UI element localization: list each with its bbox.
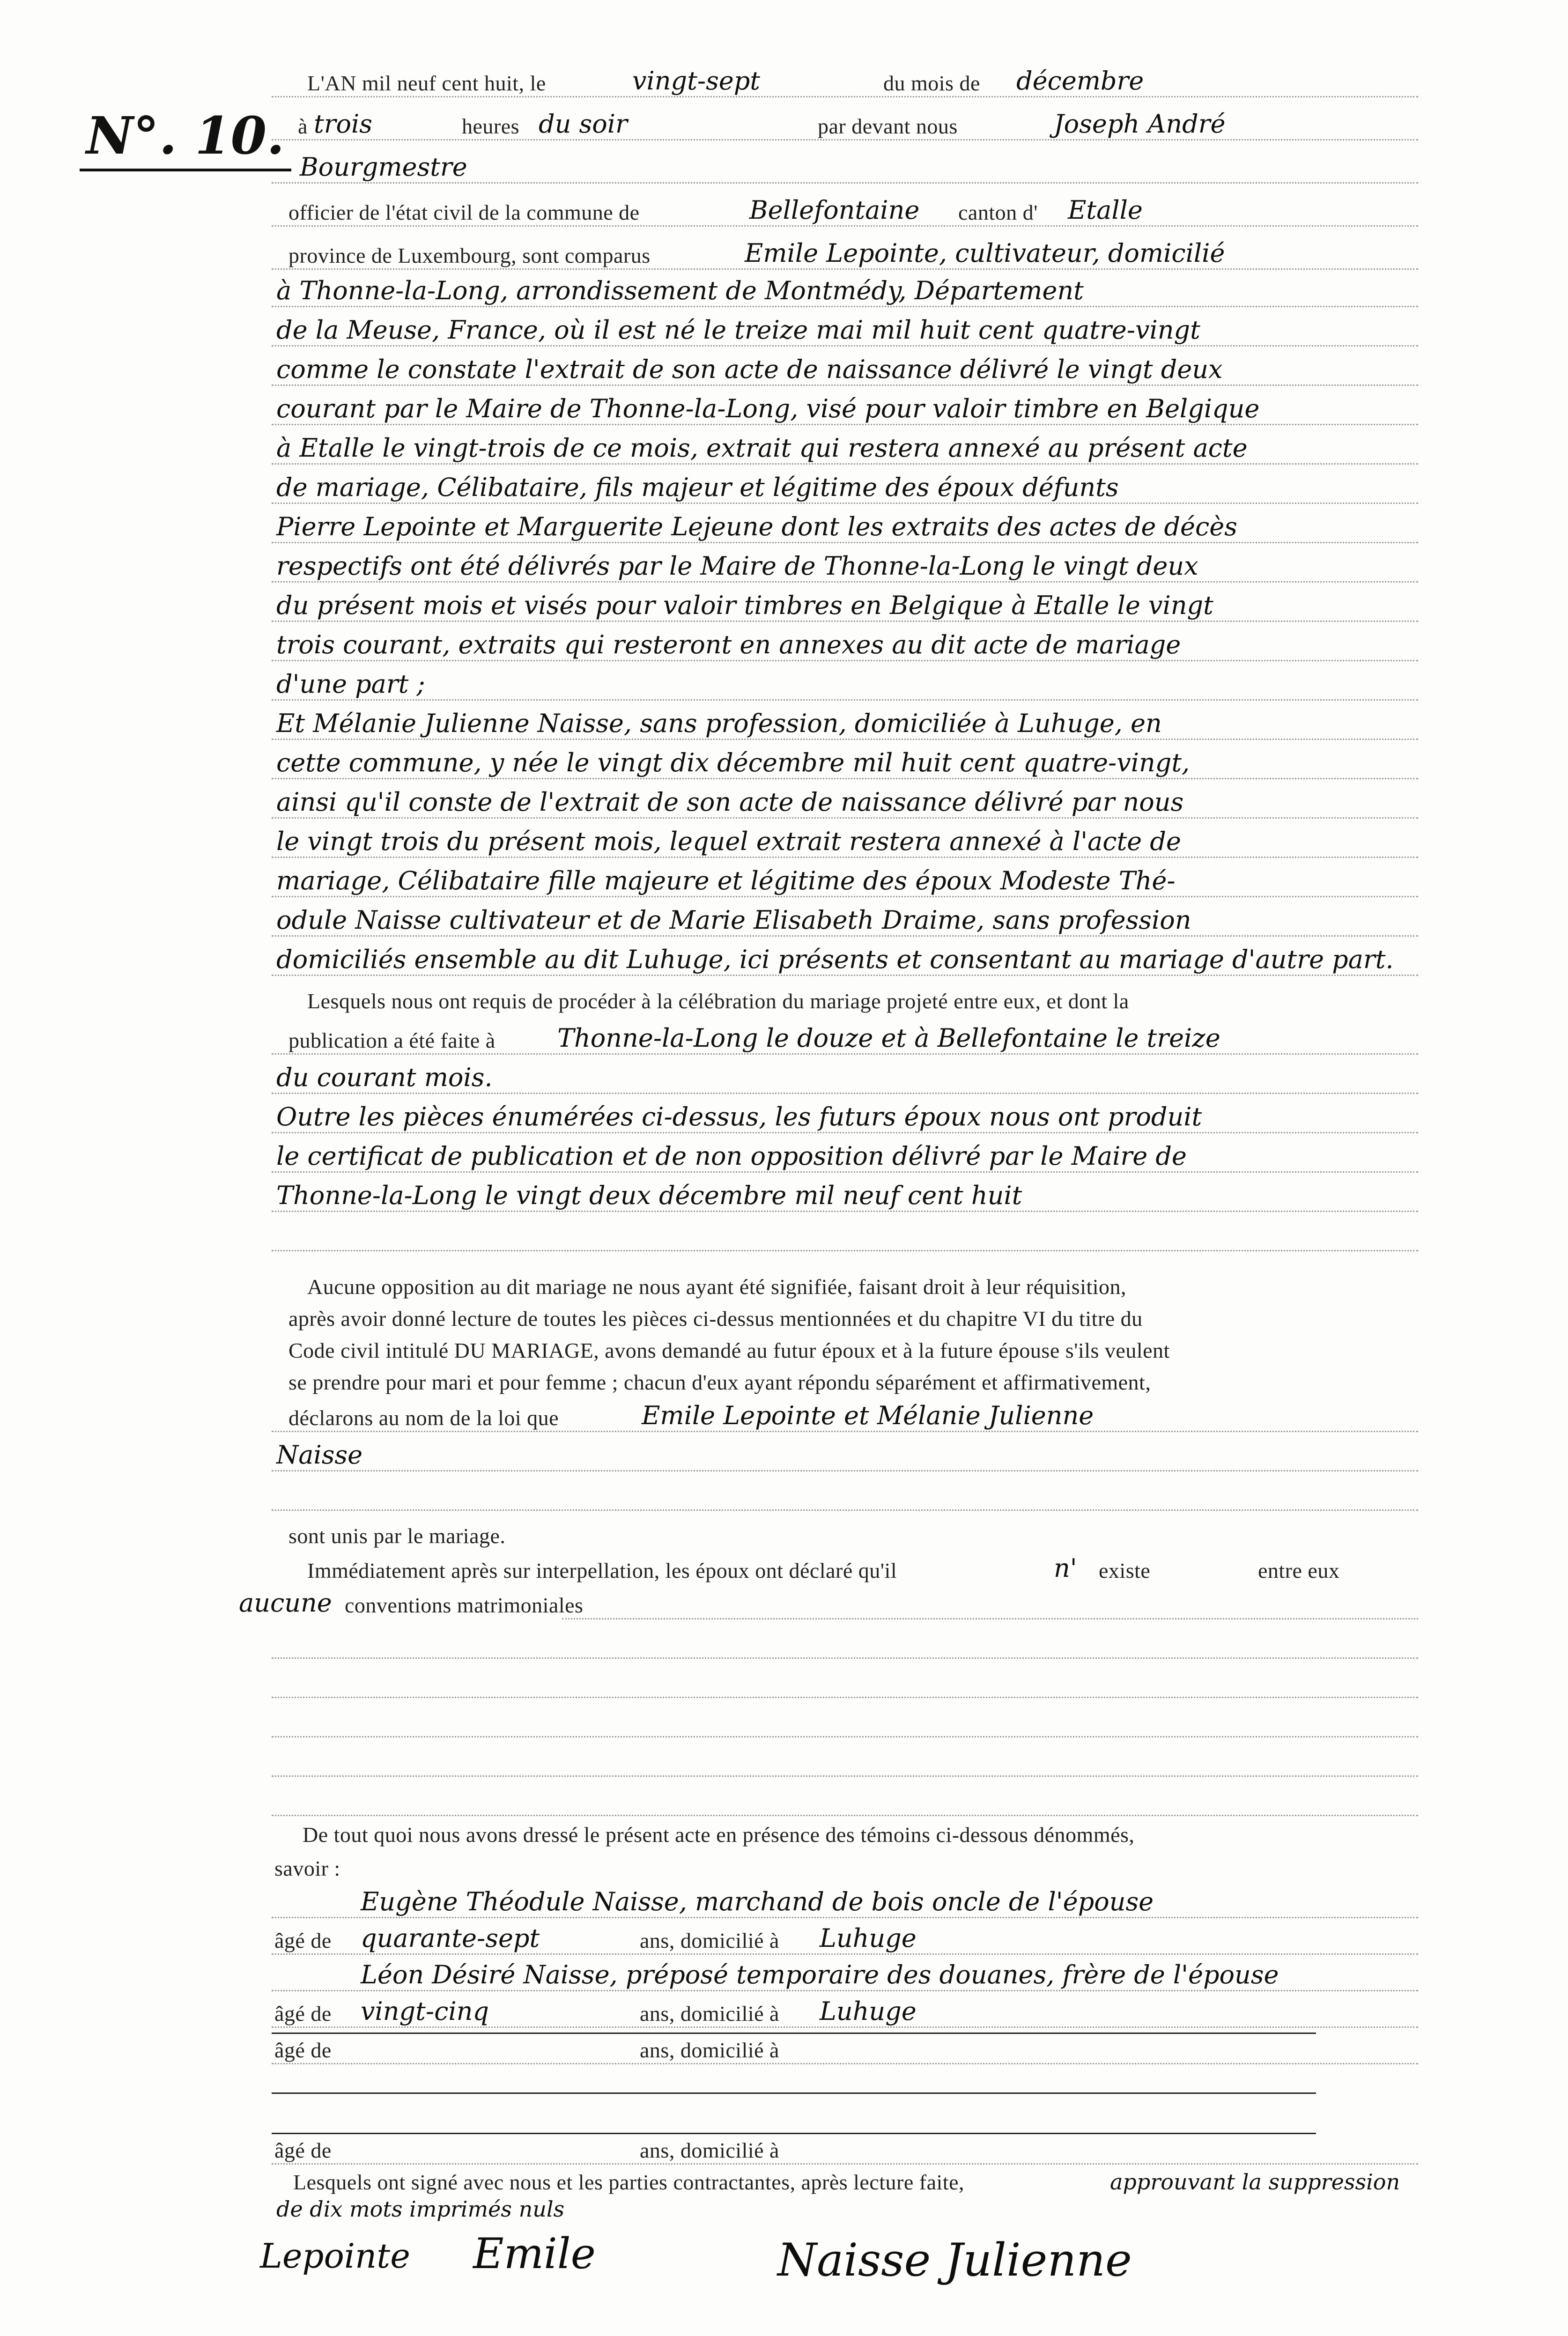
groom-line [272, 625, 1418, 668]
bride-line [272, 861, 1418, 904]
hand-text: Joseph André [1054, 109, 1226, 139]
header-line-2 [272, 104, 1418, 147]
opposition-line-empty [272, 1474, 1418, 1517]
act-number: N°. 10. [80, 105, 291, 171]
hand-text: Thonne-la-Long le douze et à Bellefontaine le treize [557, 1023, 1220, 1053]
bride-line [272, 782, 1418, 825]
hand-text: domiciliés ensemble au dit Luhuge, ici présents et consentant au mariage d'autre part. [276, 945, 1394, 974]
header-line-5 [272, 233, 1418, 276]
hand-text: Etalle [1068, 195, 1143, 225]
bride-line [272, 900, 1418, 943]
print-text: âgé de [272, 1928, 334, 1953]
hand-text: du soir [539, 109, 628, 139]
hand-text: d'une part ; [276, 669, 425, 699]
hand-text: Pierre Lepointe et Marguerite Lejeune dont les extraits des actes de décès [276, 512, 1237, 541]
hand-text: Léon Désiré Naisse, préposé temporaire des douanes, frère de l'épouse [361, 1960, 1279, 1989]
hand-text: Bellefontaine [749, 195, 920, 225]
print-text: Immédiatement après sur interpellation, les époux ont déclaré qu'il [304, 1558, 900, 1583]
hand-text: trois courant, extraits qui resteront en annexes au dit acte de mariage [276, 630, 1181, 659]
hand-text: vingt-sept [632, 66, 761, 96]
hand-text: Thonne-la-Long le vingt deux décembre mil neuf cent huit [276, 1181, 1022, 1210]
signature: Emile [473, 2229, 596, 2278]
hand-text: Naisse [276, 1440, 363, 1470]
print-text: existe [1096, 1558, 1153, 1583]
hand-text: comme le constate l'extrait de son acte de naissance délivré le vingt deux [276, 355, 1223, 384]
hand-text: du présent mois et visés pour valoir timbres en Belgique à Etalle le vingt [276, 591, 1213, 620]
hand-text: courant par le Maire de Thonne-la-Long, visé pour valoir timbre en Belgique [276, 394, 1260, 423]
print-text: province de Luxembourg, sont comparus [286, 243, 653, 268]
groom-line [272, 585, 1418, 628]
hand-text: trois [314, 109, 373, 139]
groom-line [272, 546, 1418, 589]
print-text: se prendre pour mari et pour femme ; chacun d'eux ayant répondu séparément et affirmativement, [286, 1370, 1154, 1395]
groom-line [272, 271, 1418, 314]
groom-line [272, 349, 1418, 392]
hand-text: approuvant la suppression [1110, 2169, 1400, 2195]
pieces-line [272, 1097, 1418, 1140]
bride-line [272, 743, 1418, 786]
conventions-line-2 [234, 1583, 1418, 1626]
hand-text: le vingt trois du présent mois, lequel extrait restera annexé à l'acte de [276, 827, 1181, 856]
print-text: publication a été faite à [286, 1028, 498, 1053]
publication-line-2 [272, 1018, 1418, 1061]
hand-text: Emile Lepointe, cultivateur, domicilié [745, 238, 1225, 268]
groom-line [272, 507, 1418, 550]
header-line-3 [272, 147, 1418, 190]
print-text: par devant nous [815, 114, 961, 139]
hand-text: Eugène Théodule Naisse, marchand de bois oncle de l'épouse [361, 1887, 1154, 1916]
conventions-line-empty [272, 1622, 1418, 1665]
groom-line [272, 664, 1418, 707]
print-text: déclarons au nom de la loi que [286, 1405, 562, 1430]
print-text: sont unis par le mariage. [286, 1523, 508, 1548]
print-text: âgé de [272, 2138, 334, 2163]
print-text: canton d' [955, 200, 1041, 225]
print-text: ans, domicilié à [637, 2038, 782, 2062]
print-text: L'AN mil neuf cent huit, le [304, 71, 549, 96]
hand-text: le certificat de publication et de non opposition délivré par le Maire de [276, 1141, 1187, 1171]
hand-text: cette commune, y née le vingt dix décembre mil huit cent quatre-vingt, [276, 748, 1190, 777]
groom-line [272, 467, 1418, 510]
hand-text: de la Meuse, France, où il est né le treize mai mil huit cent quatre-vingt [276, 315, 1200, 345]
groom-line [272, 428, 1418, 471]
hand-text: mariage, Célibataire fille majeure et légitime des époux Modeste Thé- [276, 866, 1176, 895]
pieces-line [272, 1136, 1418, 1179]
hand-text: aucune [239, 1588, 332, 1618]
print-text: De tout quoi nous avons dressé le présent acte en présence des témoins ci-dessous dénommés, [300, 1822, 1137, 1847]
hand-text: décembre [1016, 66, 1144, 96]
bride-line [272, 703, 1418, 747]
hand-text: de dix mots imprimés nuls [276, 2196, 565, 2222]
hand-text: Luhuge [820, 1996, 917, 2026]
pieces-line-empty [272, 1215, 1418, 1258]
signature: Lepointe [260, 2236, 410, 2276]
hand-text: Bourgmestre [300, 152, 467, 182]
hand-text: vingt-cinq [361, 1996, 489, 2026]
print-text: Lesquels nous ont requis de procéder à la célébration du mariage projeté entre eux, et dont la [304, 989, 1132, 1013]
print-text: Lesquels ont signé avec nous et les parties contractantes, après lecture faite, [290, 2170, 967, 2195]
hand-text: Et Mélanie Julienne Naisse, sans profession, domiciliée à Luhuge, en [276, 709, 1162, 738]
conventions-line-empty [272, 1701, 1418, 1744]
print-text: Aucune opposition au dit mariage ne nous ayant été signifiée, faisant droit à leur réquisition, [304, 1274, 1129, 1299]
witness-3-age [272, 2028, 1418, 2071]
hand-text: de mariage, Célibataire, fils majeur et légitime des époux défunts [276, 473, 1119, 502]
hand-text: Emile Lepointe et Mélanie Julienne [642, 1401, 1094, 1430]
groom-line [272, 389, 1418, 432]
header-line-4 [272, 190, 1418, 233]
signature: Naisse Julienne [777, 2234, 1132, 2286]
conventions-line-empty [272, 1740, 1418, 1783]
conventions-line-empty [272, 1662, 1418, 1705]
hand-text: à Etalle le vingt-trois de ce mois, extrait qui restera annexé au présent acte [276, 433, 1248, 463]
pieces-line [272, 1175, 1418, 1219]
print-text: à [295, 114, 311, 139]
print-text: ans, domicilié à [637, 2001, 782, 2026]
print-text: entre eux [1255, 1558, 1342, 1583]
print-text: ans, domicilié à [637, 1928, 782, 1953]
publication-line-3 [272, 1057, 1418, 1101]
hand-text: Luhuge [820, 1923, 917, 1953]
hand-text: à Thonne-la-Long, arrondissement de Montmédy, Département [276, 276, 1084, 305]
print-text: ans, domicilié à [637, 2138, 782, 2163]
struck-line [272, 2092, 1316, 2094]
groom-line [272, 310, 1418, 353]
print-text: âgé de [272, 2038, 334, 2062]
bride-line [272, 939, 1418, 983]
print-text: officier de l'état civil de la commune de [286, 200, 643, 225]
hand-text: quarante-sept [361, 1923, 540, 1953]
print-text: savoir : [272, 1856, 343, 1881]
hand-text: respectifs ont été délivrés par le Maire de Thonne-la-Long le vingt deux [276, 551, 1198, 581]
print-text: du mois de [880, 71, 983, 96]
header-line-1 [272, 61, 1418, 104]
hand-text: Outre les pièces énumérées ci-dessus, les futurs époux nous ont produit [276, 1102, 1202, 1131]
hand-text: ainsi qu'il conste de l'extrait de son acte de naissance délivré par nous [276, 787, 1184, 817]
print-text: conventions matrimoniales [342, 1593, 586, 1618]
print-text: âgé de [272, 2001, 334, 2026]
print-text: Code civil intitulé DU MARIAGE, avons demandé au futur époux et à la future épouse s'ils veulent [286, 1338, 1173, 1363]
opposition-line-6 [272, 1435, 1418, 1478]
hand-text: odule Naisse cultivateur et de Marie Elisabeth Draime, sans profession [276, 905, 1191, 935]
print-text: après avoir donné lecture de toutes les pièces ci-dessus mentionnées et du chapitre VI du titre du [286, 1306, 1146, 1331]
publication-line-1 [272, 979, 1418, 1022]
print-text: heures [459, 114, 522, 139]
bride-line [272, 821, 1418, 865]
opposition-line-5 [272, 1396, 1418, 1439]
hand-text: n' [1054, 1553, 1077, 1583]
hand-text: du courant mois. [276, 1063, 493, 1092]
